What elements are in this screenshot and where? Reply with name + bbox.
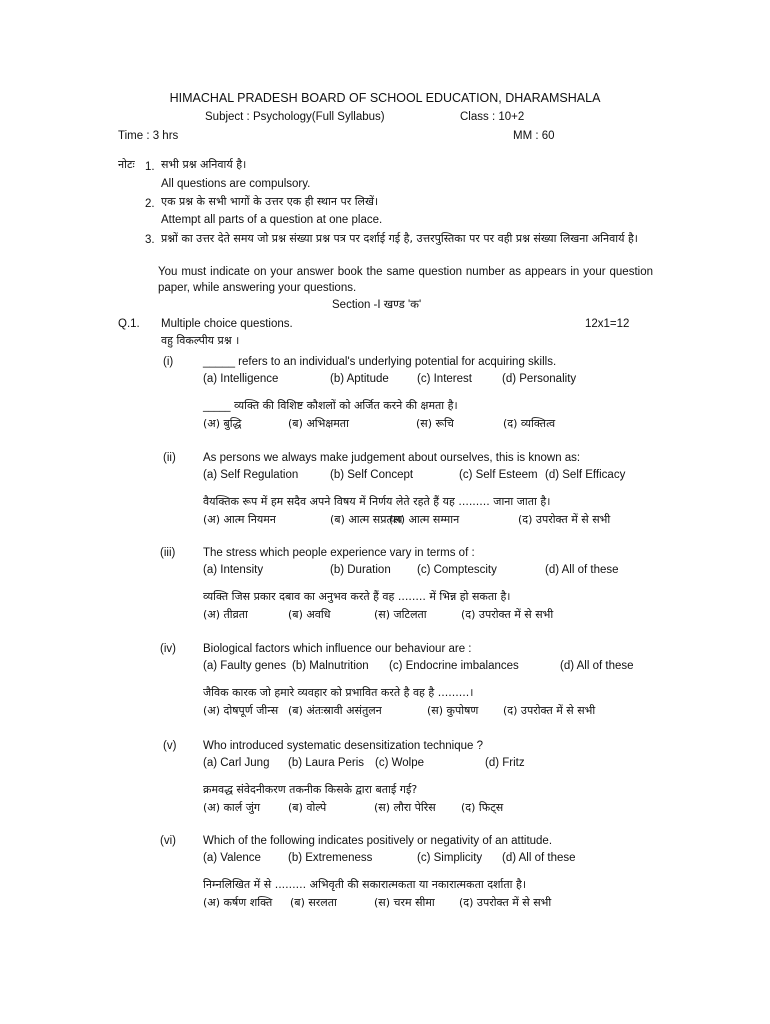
question-text-en: Biological factors which influence our behaviour are : [203, 643, 472, 655]
q1-marks: 12x1=12 [585, 318, 630, 330]
board-title: HIMACHAL PRADESH BOARD OF SCHOOL EDUCATION, DHARAMSHALA [169, 91, 601, 105]
note-3-hi: प्रश्नों का उत्तर देते समय जो प्रश्न संख्या प्रश्न पत्र पर दर्शाई गई है, उत्तरपुस्तिका पर पर वही प्रश्न संख्या लिखना अनिवार्य है। [161, 232, 638, 245]
option-hi: (ब) अंतःस्रावी असंतुलन [288, 704, 382, 717]
class-line: Class : 10+2 [460, 111, 525, 123]
question-text-hi: _____ व्यक्ति की विशिष्ट कौशलों को अर्जित करने की क्षमता है। [203, 399, 458, 412]
note-1-hi: सभी प्रश्न अनिवार्य है। [161, 158, 247, 171]
option-en: (d) Fritz [485, 757, 525, 769]
option-en: (a) Self Regulation [203, 469, 299, 481]
q1-title-hi: वहु विकल्पीय प्रश्न । [161, 334, 240, 347]
question-number: (iv) [160, 643, 176, 655]
question-text-en: _____ refers to an individual's underlying potential for acquiring skills. [203, 356, 557, 368]
section-heading: Section -I खण्ड 'क' [332, 299, 422, 311]
option-hi: (स) जटिलता [374, 608, 427, 621]
option-en: (a) Carl Jung [203, 757, 270, 769]
option-hi: (अ) बुद्धि [203, 417, 242, 430]
option-en: (c) Self Esteem [459, 469, 538, 481]
option-hi: (अ) आत्म नियमन [203, 513, 276, 526]
option-hi: (अ) तीव्रता [203, 608, 248, 621]
option-en: (b) Malnutrition [292, 660, 369, 672]
question-text-hi: निम्नलिखित में से ......... अभिवृती की सकारात्मकता या नकारात्मकता दर्शाता है। [203, 878, 526, 891]
time-line: Time : 3 hrs [118, 130, 179, 142]
option-en: (c) Simplicity [417, 852, 483, 864]
question-text-hi: क्रमवद्ध संवेदनीकरण तकनीक किसके द्वारा बताई गई? [203, 783, 418, 796]
option-en: (b) Self Concept [330, 469, 414, 481]
option-en: (d) All of these [545, 564, 619, 576]
option-en: (a) Faulty genes [203, 660, 287, 672]
option-en: (d) All of these [502, 852, 576, 864]
option-hi: (द) उपरोक्त में से सभी [518, 513, 611, 526]
option-en: (a) Valence [203, 852, 261, 864]
question-text-en: Which of the following indicates positively or negativity of an attitude. [203, 835, 553, 847]
option-en: (c) Comptescity [417, 564, 497, 576]
option-en: (a) Intensity [203, 564, 264, 576]
option-en: (d) Self Efficacy [545, 469, 626, 481]
option-en: (c) Endocrine imbalances [389, 660, 519, 672]
q1-number: Q.1. [118, 318, 140, 330]
question-number: (i) [163, 356, 174, 368]
option-hi: (अ) दोषपूर्ण जीन्स [203, 704, 279, 717]
option-hi: (स) चरम सीमा [374, 896, 435, 909]
option-en: (a) Intelligence [203, 373, 279, 385]
option-hi: (अ) कार्ल जुंग [203, 801, 261, 814]
option-hi: (स) आत्म सम्मान [389, 513, 460, 526]
question-text-en: The stress which people experience vary in terms of : [203, 547, 475, 559]
option-hi: (ब) अवधि [288, 608, 331, 621]
option-hi: (द) उपरोक्त में से सभी [459, 896, 552, 909]
question-text-en: Who introduced systematic desensitization technique ? [203, 740, 483, 752]
note-2-num: 2. [145, 198, 155, 210]
note-3-en: You must indicate on your answer book the same question number as appears in your question paper, while answering your questions. [158, 266, 653, 294]
question-text-hi: जैविक कारक जो हमारे व्यवहार को प्रभावित करते है वह है .........। [203, 686, 474, 699]
option-en: (c) Wolpe [375, 757, 424, 769]
option-hi: (स) रूचि [416, 417, 454, 430]
option-hi: (द) उपरोक्त में से सभी [503, 704, 596, 717]
question-number: (vi) [160, 835, 176, 847]
question-text-hi: वैयक्तिक रूप में हम सदैव अपने विषय में निर्णय लेते रहते हैं यह ......... जाना जाता है। [203, 495, 551, 508]
subject-line: Subject : Psychology(Full Syllabus) [205, 111, 385, 123]
question-number: (ii) [163, 452, 176, 464]
option-hi: (ब) आत्म सप्रत्यय [330, 513, 403, 526]
note-2-en: Attempt all parts of a question at one place. [161, 214, 383, 226]
option-hi: (द) फिट्स [461, 801, 504, 814]
option-hi: (ब) अभिक्षमता [288, 417, 349, 430]
option-hi: (द) उपरोक्त में से सभी [461, 608, 554, 621]
option-en: (b) Laura Peris [288, 757, 365, 769]
note-2-hi: एक प्रश्न के सभी भागों के उत्तर एक ही स्थान पर लिखें। [161, 195, 379, 208]
q1-title-en: Multiple choice questions. [161, 318, 293, 330]
option-en: (d) Personality [502, 373, 577, 385]
note-3-num: 3. [145, 234, 155, 246]
option-en: (d) All of these [560, 660, 634, 672]
question-number: (v) [163, 740, 177, 752]
option-hi: (ब) सरलता [290, 896, 337, 909]
note-1-en: All questions are compulsory. [161, 178, 311, 190]
question-number: (iii) [160, 547, 176, 559]
option-en: (b) Extremeness [288, 852, 373, 864]
option-en: (c) Interest [417, 373, 472, 385]
question-text-en: As persons we always make judgement about ourselves, this is known as: [203, 452, 581, 464]
option-en: (b) Aptitude [330, 373, 389, 385]
question-text-hi: व्यक्ति जिस प्रकार दबाव का अनुभव करते हैं वह ........ में भिन्न हो सकता है। [203, 590, 511, 603]
option-en: (b) Duration [330, 564, 391, 576]
option-hi: (ब) वोल्पे [288, 801, 327, 814]
option-hi: (अ) कर्षण शक्ति [203, 896, 273, 909]
option-hi: (स) लौरा पेरिस [374, 801, 436, 814]
note-1-num: 1. [145, 161, 155, 173]
option-hi: (स) कुपोषण [427, 704, 479, 717]
notes-label: नोटः [118, 158, 135, 171]
option-hi: (द) व्यक्तित्व [503, 417, 556, 430]
marks-line: MM : 60 [513, 130, 555, 142]
